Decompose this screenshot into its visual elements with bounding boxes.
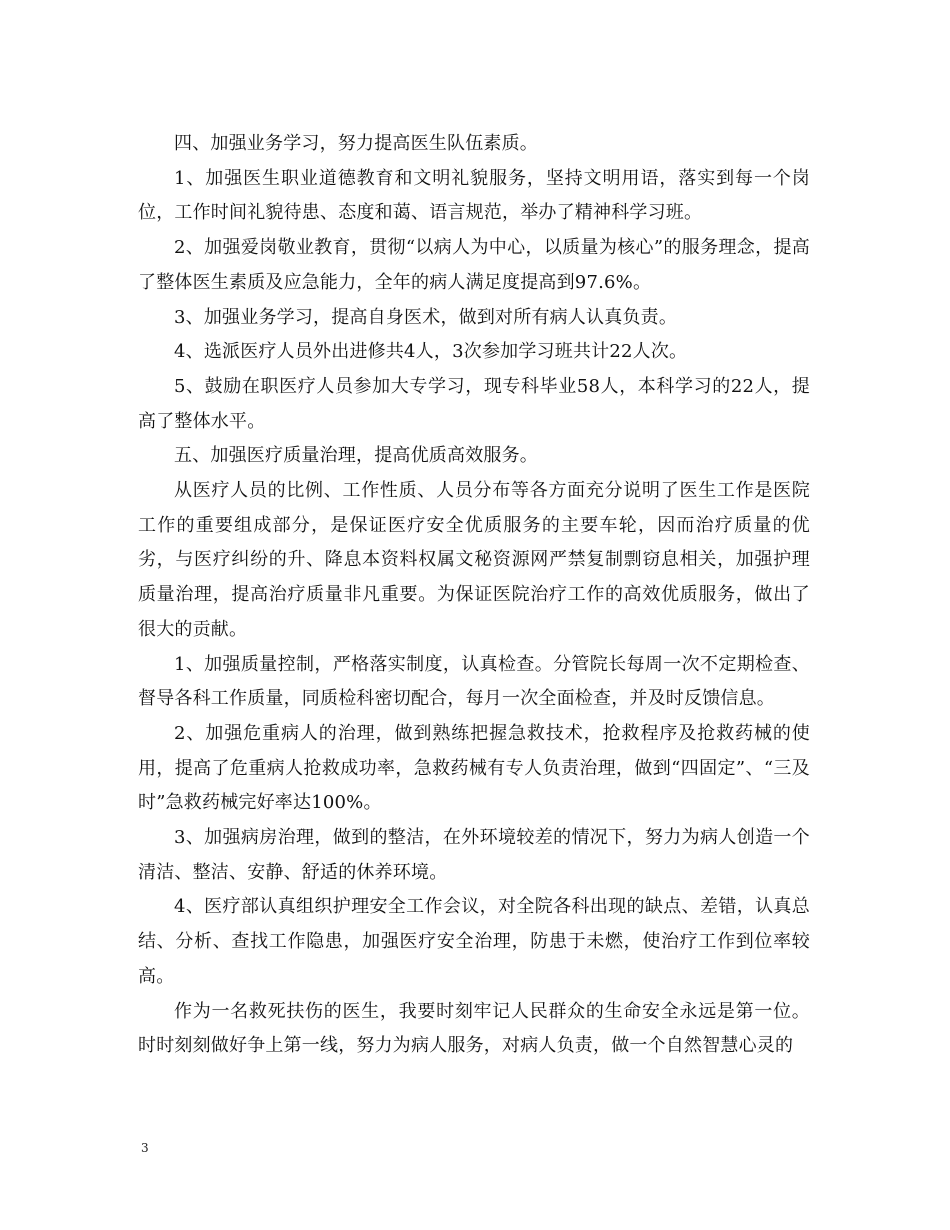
paragraph-item-3: 3、加强业务学习，提高自身医术，做到对所有病人认真负责。 [174,306,678,328]
section-heading-four: 四、加强业务学习，努力提高医生队伍素质。 [174,133,538,154]
paragraph-intro: 从医疗人员的比例、工作性质、人员分布等各方面充分说明了医生工作是医院工作的重要组成部分，是保证医疗安全优质服务的主要车轮，因而治疗质量的优劣，与医疗纠纷的升、降息本资料权属文秘资源网严禁复制剽窃息相关，加强护理质量治理，提高治疗质量非凡重要。为保证医院治疗工作的高效优质服务，做出了很大的贡献。 [138,480,810,640]
paragraph-item-1b: 1、加强质量控制，严格落实制度，认真检查。分管院长每周一次不定期检查、督导各科工作质量，同质检科密切配合，每月一次全面检查，并及时反馈信息。 [138,653,810,710]
document-body [138,127,810,1064]
paragraph-item-2b: 2、加强危重病人的治理，做到熟练把握急救技术，抢救程序及抢救药械的使用，提高了危重病人抢救成功率，急救药械有专人负责治理，做到“四固定”、“三及时”急救药械完好率达100%。 [138,722,810,814]
section-heading-five: 五、加强医疗质量治理，提高优质高效服务。 [174,445,538,467]
page-number: 3 [141,1141,149,1155]
paragraph-item-5: 5、鼓励在职医疗人员参加大专学习，现专科毕业58人，本科学习的22人，提高了整体水平。 [138,375,810,432]
paragraph-item-2: 2、加强爱岗敬业教育，贯彻“以病人为中心，以质量为核心”的服务理念，提高了整体医生素质及应急能力，全年的病人满足度提高到97.6%。 [138,237,810,293]
paragraph-closing: 作为一名救死扶伤的医生，我要时刻牢记人民群众的生命安全永远是第一位。时时刻刻做好争上第一线，努力为病人服务，对病人负责，做一个自然智慧心灵的 [138,1000,810,1057]
paragraph-item-3b: 3、加强病房治理，做到的整洁，在外环境较差的情况下，努力为病人创造一个清洁、整洁、安静、舒适的休养环境。 [138,827,810,883]
paragraph-item-1: 1、加强医生职业道德教育和文明礼貌服务，坚持文明用语，落实到每一个岗位，工作时间礼貌待患、态度和蔼、语言规范，举办了精神科学习班。 [138,167,810,224]
paragraph-item-4b: 4、医疗部认真组织护理安全工作会议，对全院各科出现的缺点、差错，认真总结、分析、查找工作隐患，加强医疗安全治理，防患于未燃，使治疗工作到位率较高。 [138,896,810,987]
paragraph-item-4: 4、选派医疗人员外出进修共4人，3次参加学习班共计22人次。 [174,341,688,363]
